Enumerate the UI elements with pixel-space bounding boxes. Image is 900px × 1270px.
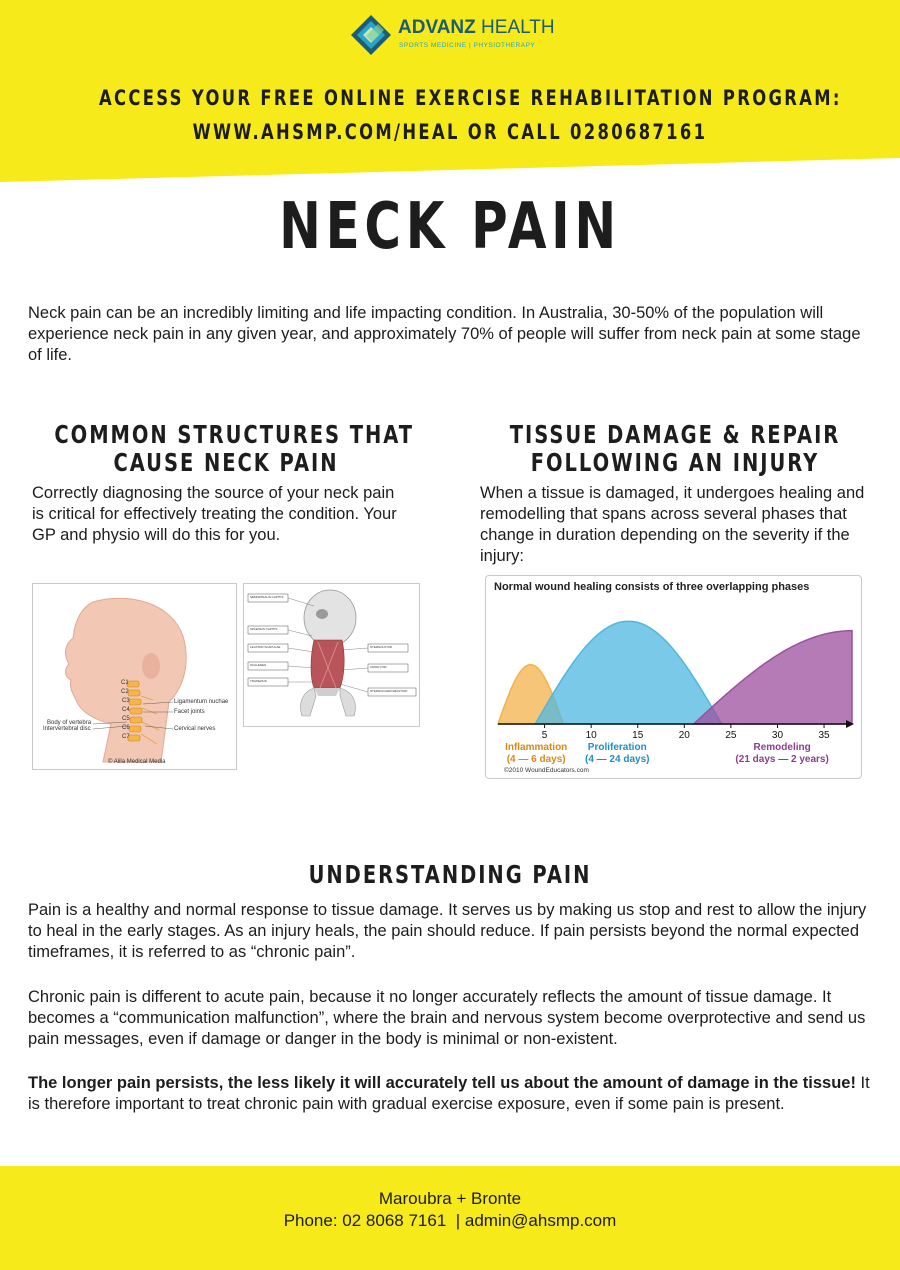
understanding-paragraph-3 <box>28 1073 873 1115</box>
chart-plot-area <box>486 576 861 778</box>
label-c6: C6 <box>122 725 130 731</box>
structures-paragraph: Correctly diagnosing the source of your neck pain is critical for effectively treating the condition. Your GP and physio will do this for you. <box>32 484 397 544</box>
tissue-heading-line-2: FOLLOWING AN INJURY <box>530 448 820 477</box>
label-c1: C1 <box>121 680 129 686</box>
banner-line-1: ACCESS YOUR FREE ONLINE EXERCISE REHABILITATION PROGRAM: <box>99 86 842 110</box>
label-sternohyoid: STERNOHYOID <box>370 645 393 649</box>
label-sternocleidomastoid: STERNOCLEIDOMASTOID <box>370 689 408 693</box>
x-tick-label: 5 <box>541 730 548 741</box>
understanding-heading: UNDERSTANDING PAIN <box>308 860 592 889</box>
understanding-paragraph-2: Chronic pain is different to acute pain, because it no longer accurately reflects the amount of tissue damage. It becomes a “communication malfunction”, where the brain and nervous system become overprotective and send us pain messages, even if damage or danger in the body is minimal or non-existent. <box>28 988 866 1048</box>
cervical-spine-figure <box>32 583 237 770</box>
understanding-paragraph-1: Pain is a healthy and normal response to tissue damage. It serves us by making us stop and rest to allow the injury to heal in the early stages. As an injury heals, the pain should reduce. If pain persists beyond the normal expected timeframes, it is referred to as “chronic pain”. <box>28 901 867 961</box>
series-area-remodeling <box>694 631 852 724</box>
label-body-of-vertebra: Body of vertebra <box>47 720 92 726</box>
series-area-proliferation <box>535 621 721 724</box>
label-scalenes: SCALENES <box>250 663 267 667</box>
phase-name-proliferation: Proliferation <box>587 742 647 753</box>
label-ligamentum-nuchae: Ligamentum nuchae <box>174 699 229 705</box>
label-c4: C4 <box>122 707 130 713</box>
head-profile-illustration <box>33 584 236 769</box>
wound-healing-chart <box>485 575 862 779</box>
x-tick-label: 35 <box>818 730 830 741</box>
understanding-emphasis: The longer pain persists, the less likely it will accurately tell us about the amount of damage in the tissue! <box>28 1074 856 1092</box>
phase-range-proliferation: (4 — 24 days) <box>584 754 650 765</box>
label-levator-scapulae: LEVATOR SCAPULAE <box>250 645 281 649</box>
neck-muscles-figure <box>243 583 420 727</box>
footer-contact: Phone: 02 8068 7161 | admin@ahsmp.com <box>283 1211 617 1230</box>
label-semispinalis-capitis: SEMISPINALIS CAPITIS <box>250 595 284 599</box>
chart-title: Normal wound healing consists of three overlapping phases <box>494 581 810 593</box>
tissue-paragraph: When a tissue is damaged, it undergoes healing and remodelling that spans across several phases that change in duration depending on the severity if the injury: <box>480 484 865 565</box>
brand-name: ADVANZ HEALTH <box>398 17 555 38</box>
chart-credit: ©2010 WoundEducators.com <box>504 767 589 774</box>
banner-line-2: WWW.AHSMP.COM/HEAL OR CALL 0280687161 <box>192 120 708 144</box>
label-c7: C7 <box>122 734 130 740</box>
brand-logo-icon <box>350 14 392 56</box>
phase-range-inflammation: (4 — 6 days) <box>506 754 566 765</box>
label-c5: C5 <box>122 716 130 722</box>
figure-credit: © Alila Medical Media <box>108 759 166 765</box>
x-tick-label: 10 <box>585 730 597 741</box>
label-trapezius: TRAPEZIUS <box>250 679 267 683</box>
footer-locations: Maroubra + Bronte <box>378 1189 522 1208</box>
skull-muscles-illustration <box>244 584 419 726</box>
x-tick-label: 15 <box>632 730 644 741</box>
label-splenius-capitis: SPLENIUS CAPITIS <box>250 627 278 631</box>
phase-name-inflammation: Inflammation <box>505 742 568 753</box>
understanding-paragraph-3-rest: It is therefore important to treat chronic pain with gradual exercise exposure, even if some pain is present. <box>28 1074 870 1113</box>
label-c3: C3 <box>122 698 130 704</box>
x-tick-label: 20 <box>678 730 690 741</box>
tissue-heading-line-1: TISSUE DAMAGE & REPAIR <box>509 420 841 449</box>
x-tick-label: 30 <box>771 730 784 741</box>
brand-tagline: SPORTS MEDICINE | PHYSIOTHERAPY <box>399 42 536 49</box>
label-c2: C2 <box>121 689 129 695</box>
phase-name-remodeling: Remodeling <box>753 742 811 753</box>
structures-heading-line-2: CAUSE NECK PAIN <box>113 448 339 477</box>
label-omohyoid: OMOHYOID <box>370 665 387 669</box>
phase-range-remodeling: (21 days — 2 years) <box>735 754 829 765</box>
structures-heading-line-1: COMMON STRUCTURES THAT <box>54 420 415 449</box>
label-cervical-nerves: Cervical nerves <box>174 726 216 732</box>
label-intervertebral-disc: Intervertebral disc <box>43 726 91 732</box>
label-facet-joints: Facet joints <box>174 709 205 715</box>
x-tick-label: 25 <box>725 730 737 741</box>
page-title: NECK PAIN <box>279 190 621 264</box>
intro-paragraph: Neck pain can be an incredibly limiting and life impacting condition. In Australia, 30-50% of the population will experience neck pain in any given year, and approximately 70% of people will suffer from neck pain at some stage of life. <box>28 304 861 364</box>
